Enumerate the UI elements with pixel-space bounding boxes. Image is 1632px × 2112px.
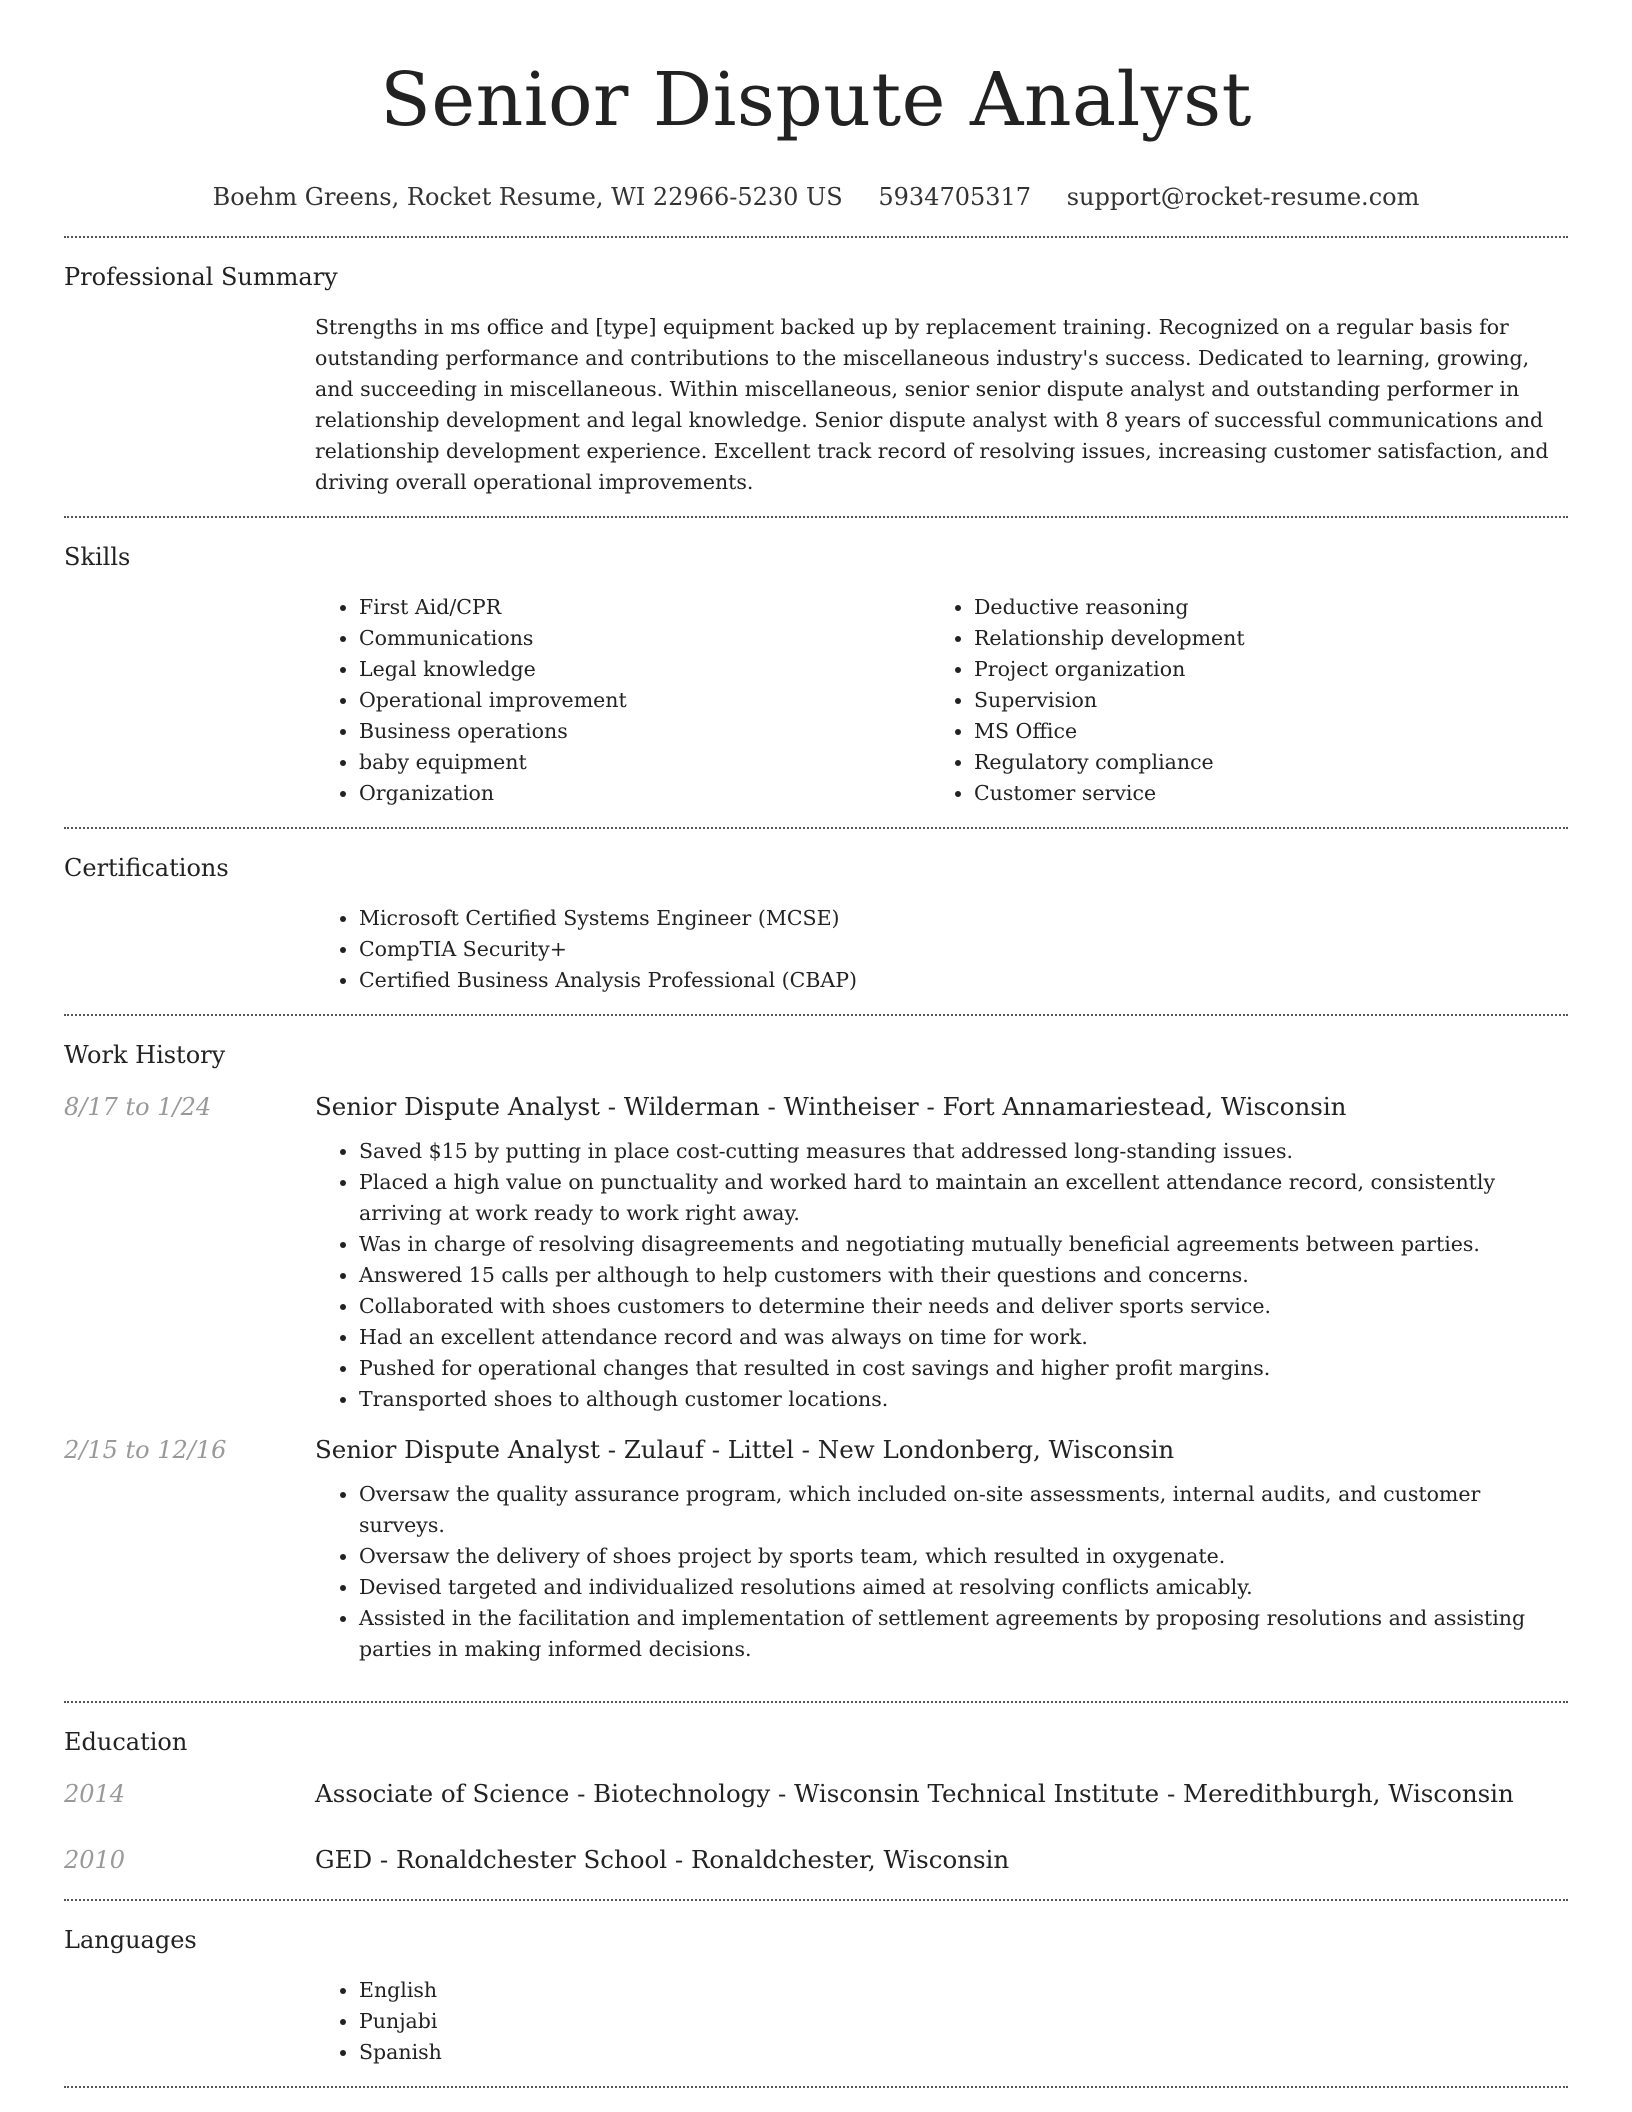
skill-item: • Regulatory compliance [974, 747, 1545, 778]
languages-list [315, 1975, 1568, 2068]
contact-email: support@rocket-resume.com [1066, 183, 1420, 211]
skill-item: • Relationship development [974, 623, 1545, 654]
skill-item: • baby equipment [359, 747, 930, 778]
language-item: • Punjabi [359, 2006, 1568, 2037]
summary-heading: Professional Summary [64, 263, 338, 291]
summary-text: Strengths in ms office and [type] equipment backed up by replacement training. Recognized on a regular basis for outstanding performance and contributions to the miscellaneous industry's success. Dedicated to learning, growing, and succeeding in miscellaneous. Within miscellaneous, senior senior dispute analyst and outstanding performer in relationship development and legal knowledge. Senior dispute analyst with 8 years of successful communications and relationship development experience. Excellent track record of resolving issues, increasing customer satisfaction, and driving overall operational improvements. [315, 315, 1549, 494]
job-bullet: • Assisted in the facilitation and implementation of settlement agreements by proposing resolutions and assisting parties in making informed decisions. [359, 1603, 1568, 1665]
job-bullet: • Oversaw the quality assurance program, which included on-site assessments, internal audits, and customer surveys. [359, 1479, 1568, 1541]
contact-phone: 5934705317 [878, 183, 1032, 211]
certification-item: • Certified Business Analysis Professional (CBAP) [359, 965, 1568, 996]
education-entry [64, 1843, 1568, 1877]
education-title: Associate of Science - Biotechnology - Wisconsin Technical Institute - Meredithburgh, Wisconsin [315, 1779, 1514, 1808]
education-entry [64, 1777, 1568, 1811]
candidate-name: Senior Dispute Analyst [380, 57, 1252, 143]
contact-line [64, 182, 1568, 212]
job-entry [64, 1433, 1568, 1665]
certifications-heading: Certifications [64, 854, 229, 882]
job-bullet: • Pushed for operational changes that resulted in cost savings and higher profit margins. [359, 1353, 1568, 1384]
skill-item: • Supervision [974, 685, 1545, 716]
work-history-heading: Work History [64, 1041, 226, 1069]
skills-heading: Skills [64, 543, 131, 571]
job-dates: 8/17 to 1/24 [64, 1093, 212, 1121]
contact-address: Boehm Greens, Rocket Resume, WI 22966-5230 US [212, 183, 843, 211]
job-title: Senior Dispute Analyst - Zulauf - Littel - New Londonberg, Wisconsin [315, 1435, 1175, 1464]
job-bullet: • Oversaw the delivery of shoes project by sports team, which resulted in oxygenate. [359, 1541, 1568, 1572]
education-year: 2014 [64, 1780, 126, 1808]
job-bullet: • Placed a high value on punctuality and worked hard to maintain an excellent attendance record, consistently arriving at work ready to work right away. [359, 1167, 1568, 1229]
skills-section [64, 518, 1568, 827]
skill-item: • Deductive reasoning [974, 592, 1545, 623]
job-entry [64, 1090, 1568, 1415]
job-bullet: • Collaborated with shoes customers to determine their needs and deliver sports service. [359, 1291, 1568, 1322]
languages-section [64, 1901, 1568, 2086]
certification-item: • Microsoft Certified Systems Engineer (MCSE) [359, 903, 1568, 934]
skill-item: • Communications [359, 623, 930, 654]
section-divider [64, 2086, 1568, 2088]
languages-heading: Languages [64, 1926, 197, 1954]
skill-item: • Business operations [359, 716, 930, 747]
job-bullet: • Saved $15 by putting in place cost-cutting measures that addressed long-standing issues. [359, 1136, 1568, 1167]
job-bullets [315, 1479, 1568, 1665]
summary-section [64, 238, 1568, 516]
job-dates: 2/15 to 12/16 [64, 1436, 227, 1464]
job-bullet: • Was in charge of resolving disagreements and negotiating mutually beneficial agreements between parties. [359, 1229, 1568, 1260]
skill-item: • Operational improvement [359, 685, 930, 716]
skills-list-right [930, 592, 1545, 809]
job-bullet: • Devised targeted and individualized resolutions aimed at resolving conflicts amicably. [359, 1572, 1568, 1603]
skill-item: • Customer service [974, 778, 1545, 809]
skill-item: • Project organization [974, 654, 1545, 685]
job-bullets [315, 1136, 1568, 1415]
work-history-section [64, 1016, 1568, 1701]
skill-item: • First Aid/CPR [359, 592, 930, 623]
certifications-list [315, 903, 1568, 996]
resume-header [64, 0, 1568, 212]
job-title: Senior Dispute Analyst - Wilderman - Wintheiser - Fort Annamariestead, Wisconsin [315, 1092, 1347, 1121]
certifications-section [64, 829, 1568, 1014]
education-year: 2010 [64, 1846, 126, 1874]
education-section [64, 1703, 1568, 1899]
language-item: • Spanish [359, 2037, 1568, 2068]
skills-list-left [315, 592, 930, 809]
language-item: • English [359, 1975, 1568, 2006]
job-bullet: • Transported shoes to although customer locations. [359, 1384, 1568, 1415]
job-bullet: • Answered 15 calls per although to help customers with their questions and concerns. [359, 1260, 1568, 1291]
certification-item: • CompTIA Security+ [359, 934, 1568, 965]
job-bullet: • Had an excellent attendance record and was always on time for work. [359, 1322, 1568, 1353]
education-heading: Education [64, 1728, 188, 1756]
skill-item: • Legal knowledge [359, 654, 930, 685]
skill-item: • MS Office [974, 716, 1545, 747]
education-title: GED - Ronaldchester School - Ronaldchester, Wisconsin [315, 1845, 1010, 1874]
skill-item: • Organization [359, 778, 930, 809]
